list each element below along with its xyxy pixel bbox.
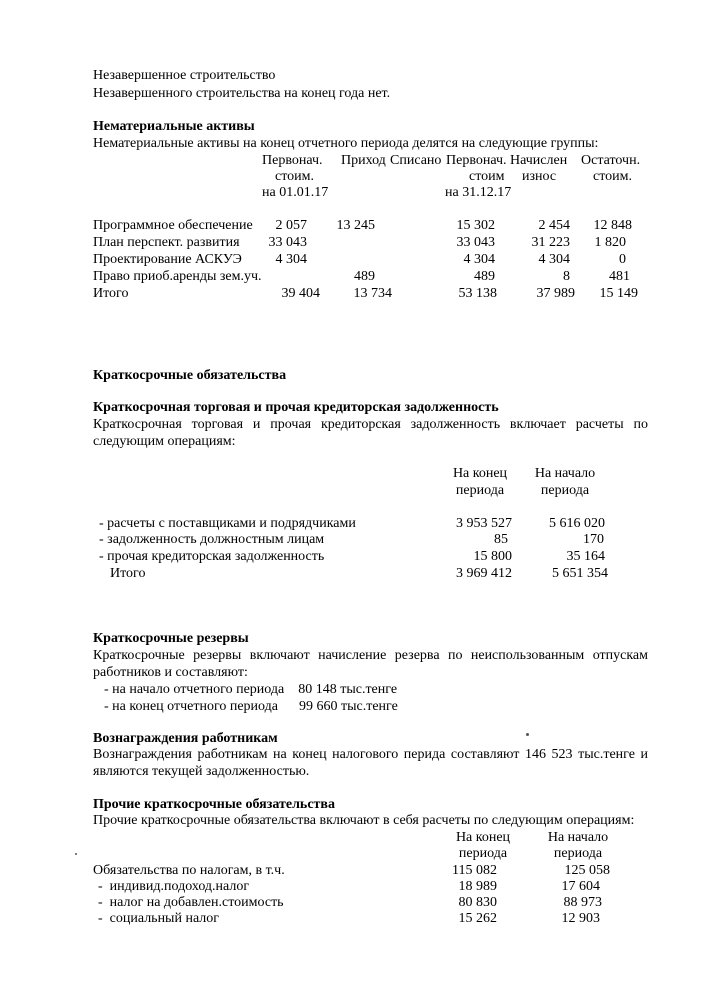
payables-col-start-1: На начало	[534, 466, 596, 481]
row-end: 80 830	[458, 895, 497, 910]
payables-col-end-2: периода	[455, 483, 505, 498]
row-wear: 37 989	[536, 286, 575, 301]
row-name: - расчеты с поставщиками и подрядчиками	[99, 516, 356, 531]
scan-speck	[75, 853, 77, 855]
rewards-line1: Вознаграждения работникам на конец налогового перида составляют 146 523 тыс.тенге и	[93, 747, 648, 762]
col-initial-close-3: на 31.12.17	[445, 185, 512, 200]
col-initial-open-1: Первонач.	[262, 153, 323, 168]
other-title: Прочие краткосрочные обязательства	[93, 797, 335, 812]
col-residual-1: Остаточн.	[581, 153, 641, 168]
row-name: - индивид.подоход.налог	[98, 879, 250, 894]
col-residual-2: стоим.	[593, 169, 632, 184]
row-wear: 4 304	[538, 252, 570, 267]
row-name: Итого	[93, 286, 129, 301]
other-col-end-1: На конец	[455, 830, 511, 845]
col-accrued-1: Начислен	[510, 153, 568, 168]
col-initial-open-3: на 01.01.17	[262, 185, 329, 200]
row-close: 15 302	[456, 218, 495, 233]
col-income: Приход	[341, 153, 386, 168]
row-residual: 0	[619, 252, 626, 267]
col-accrued-2: износ	[522, 169, 557, 184]
row-name: - налог на добавлен.стоимость	[98, 895, 284, 910]
reserves-title: Краткосрочные резервы	[93, 631, 249, 646]
row-wear: 31 223	[531, 235, 570, 250]
row-name: - задолженность должностным лицам	[99, 532, 325, 547]
row-start: 5 616 020	[549, 516, 605, 531]
row-start: 125 058	[564, 863, 610, 878]
row-wear: 2 454	[538, 218, 570, 233]
row-residual: 481	[609, 269, 630, 284]
row-income: 489	[354, 269, 375, 284]
row-close: 4 304	[463, 252, 495, 267]
row-name: Программное обеспечение	[93, 218, 253, 233]
row-open: 4 304	[275, 252, 307, 267]
row-end: 18 989	[458, 879, 497, 894]
scan-speck	[526, 733, 529, 736]
col-initial-close-1: Первонач.	[446, 153, 507, 168]
row-start: 35 164	[566, 549, 605, 564]
reserves-item-end: - на конец отчетного периода 99 660 тыс.тенге	[104, 699, 398, 714]
row-income: 13 734	[353, 286, 392, 301]
payables-intro-line2: следующим операциям:	[93, 434, 236, 449]
row-start: 12 903	[561, 911, 600, 926]
row-end: 3 969 412	[456, 566, 512, 581]
intangibles-title: Нематериальные активы	[93, 119, 255, 134]
other-col-start-1: На начало	[547, 830, 609, 845]
row-close: 489	[474, 269, 495, 284]
reserves-line2: работников и составляют:	[93, 665, 248, 680]
payables-intro-line1: Краткосрочная торговая и прочая кредиторская задолженность включает расчеты по	[93, 417, 648, 432]
short-term-title: Краткосрочные обязательства	[93, 368, 287, 383]
reserves-item-start: - на начало отчетного периода 80 148 тыс.тенге	[104, 682, 398, 697]
row-name: Право приоб.аренды зем.уч.	[93, 269, 262, 284]
row-wear: 8	[563, 269, 570, 284]
payables-title: Краткосрочная торговая и прочая кредиторская задолженность	[93, 400, 499, 415]
row-close: 53 138	[458, 286, 497, 301]
other-col-end-2: периода	[458, 846, 508, 861]
intangibles-intro: Нематериальные активы на конец отчетного периода делятся на следующие группы:	[93, 136, 599, 151]
row-name: - социальный налог	[98, 911, 220, 926]
row-start: 88 973	[563, 895, 602, 910]
row-start: 17 604	[561, 879, 600, 894]
payables-col-start-2: периода	[540, 483, 590, 498]
unfinished-text: Незавершенного строительства на конец года нет.	[93, 86, 391, 101]
row-end: 15 800	[473, 549, 512, 564]
col-initial-open-2: стоим.	[275, 169, 314, 184]
row-income: 13 245	[336, 218, 375, 233]
rewards-title: Вознаграждения работникам	[93, 731, 278, 746]
col-written-off: Списано	[390, 153, 442, 168]
row-open: 39 404	[281, 286, 320, 301]
row-residual: 15 149	[599, 286, 638, 301]
row-start: 170	[583, 532, 604, 547]
row-close: 33 043	[456, 235, 495, 250]
row-name: Итого	[110, 566, 146, 581]
row-end: 115 082	[452, 863, 497, 878]
row-name: Обязательства по налогам, в т.ч.	[93, 863, 285, 878]
row-start: 5 651 354	[552, 566, 608, 581]
unfinished-title: Незавершенное строительство	[93, 68, 276, 83]
row-open: 33 043	[268, 235, 307, 250]
payables-col-end-1: На конец	[452, 466, 508, 481]
row-name: Проектирование АСКУЭ	[93, 252, 242, 267]
col-initial-close-2: стоим	[469, 169, 505, 184]
row-residual: 12 848	[593, 218, 632, 233]
other-col-start-2: периода	[553, 846, 603, 861]
row-name: План перспект. развития	[93, 235, 240, 250]
other-intro: Прочие краткосрочные обязательства включают в себя расчеты по следующим операциям:	[93, 813, 635, 828]
row-open: 2 057	[275, 218, 307, 233]
row-residual: 1 820	[594, 235, 626, 250]
row-end: 15 262	[458, 911, 497, 926]
row-name: - прочая кредиторская задолженность	[99, 549, 325, 564]
rewards-line2: являются текущей задолженностью.	[93, 764, 310, 779]
row-end: 3 953 527	[456, 516, 512, 531]
row-end: 85	[494, 532, 508, 547]
reserves-line1: Краткосрочные резервы включают начисление резерва по неиспользованным отпускам	[93, 648, 648, 663]
